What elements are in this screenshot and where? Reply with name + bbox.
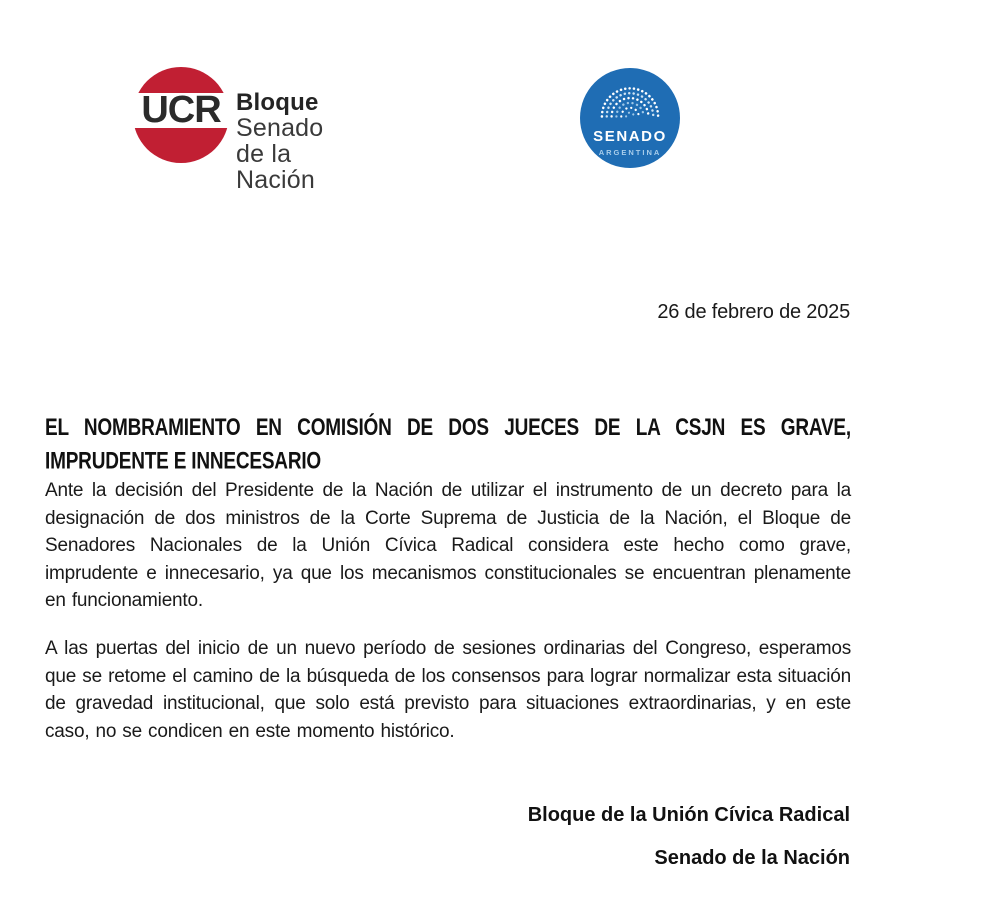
document-date: 26 de febrero de 2025: [657, 301, 850, 323]
signature-line-senate: Senado de la Nación: [654, 847, 850, 869]
paragraph-2: A las puertas del inicio de un nuevo período de sesiones ordinarias del Congreso, esperamos que se retome el camino de la búsqueda de los consensos para lograr normalizar esta situación de gravedad institucional, que solo está previsto para situaciones extraordinarias, y en este caso, no se condicen en este momento histórico.: [45, 638, 851, 742]
signature-block: [44, 803, 850, 871]
ucr-logo-text: [236, 90, 323, 193]
senado-logo: [580, 68, 680, 168]
signature-line-bloc: Bloque de la Unión Cívica Radical: [527, 804, 850, 826]
paragraph-1: Ante la decisión del Presidente de la Nación de utilizar el instrumento de un decreto para la designación de dos ministros de la Corte Suprema de Justicia de la Nación, el Bloque de Senadores Nacionales de la Unión Cívica Radical considera este hecho como grave, imprudente e innecesario, ya que los mecanismos constitucionales se encuentran plenamente en funcionamiento.: [45, 480, 851, 611]
document-title: EL NOMBRAMIENTO EN COMISIÓN DE DOS JUECES DE LA CSJN ES GRAVE, IMPRUDENTE E INNECESARIO: [45, 414, 851, 474]
ucr-acronym: UCR: [141, 89, 221, 131]
congress-dome-icon: [599, 82, 661, 118]
ucr-senate-label: Senado de la Nación: [236, 114, 324, 194]
ucr-bloc-label: Bloque: [236, 89, 319, 116]
senate-logo-title: SENADO: [593, 128, 667, 145]
ucr-circle-icon: [133, 67, 229, 163]
senate-logo-subtitle: ARGENTINA: [598, 148, 662, 157]
